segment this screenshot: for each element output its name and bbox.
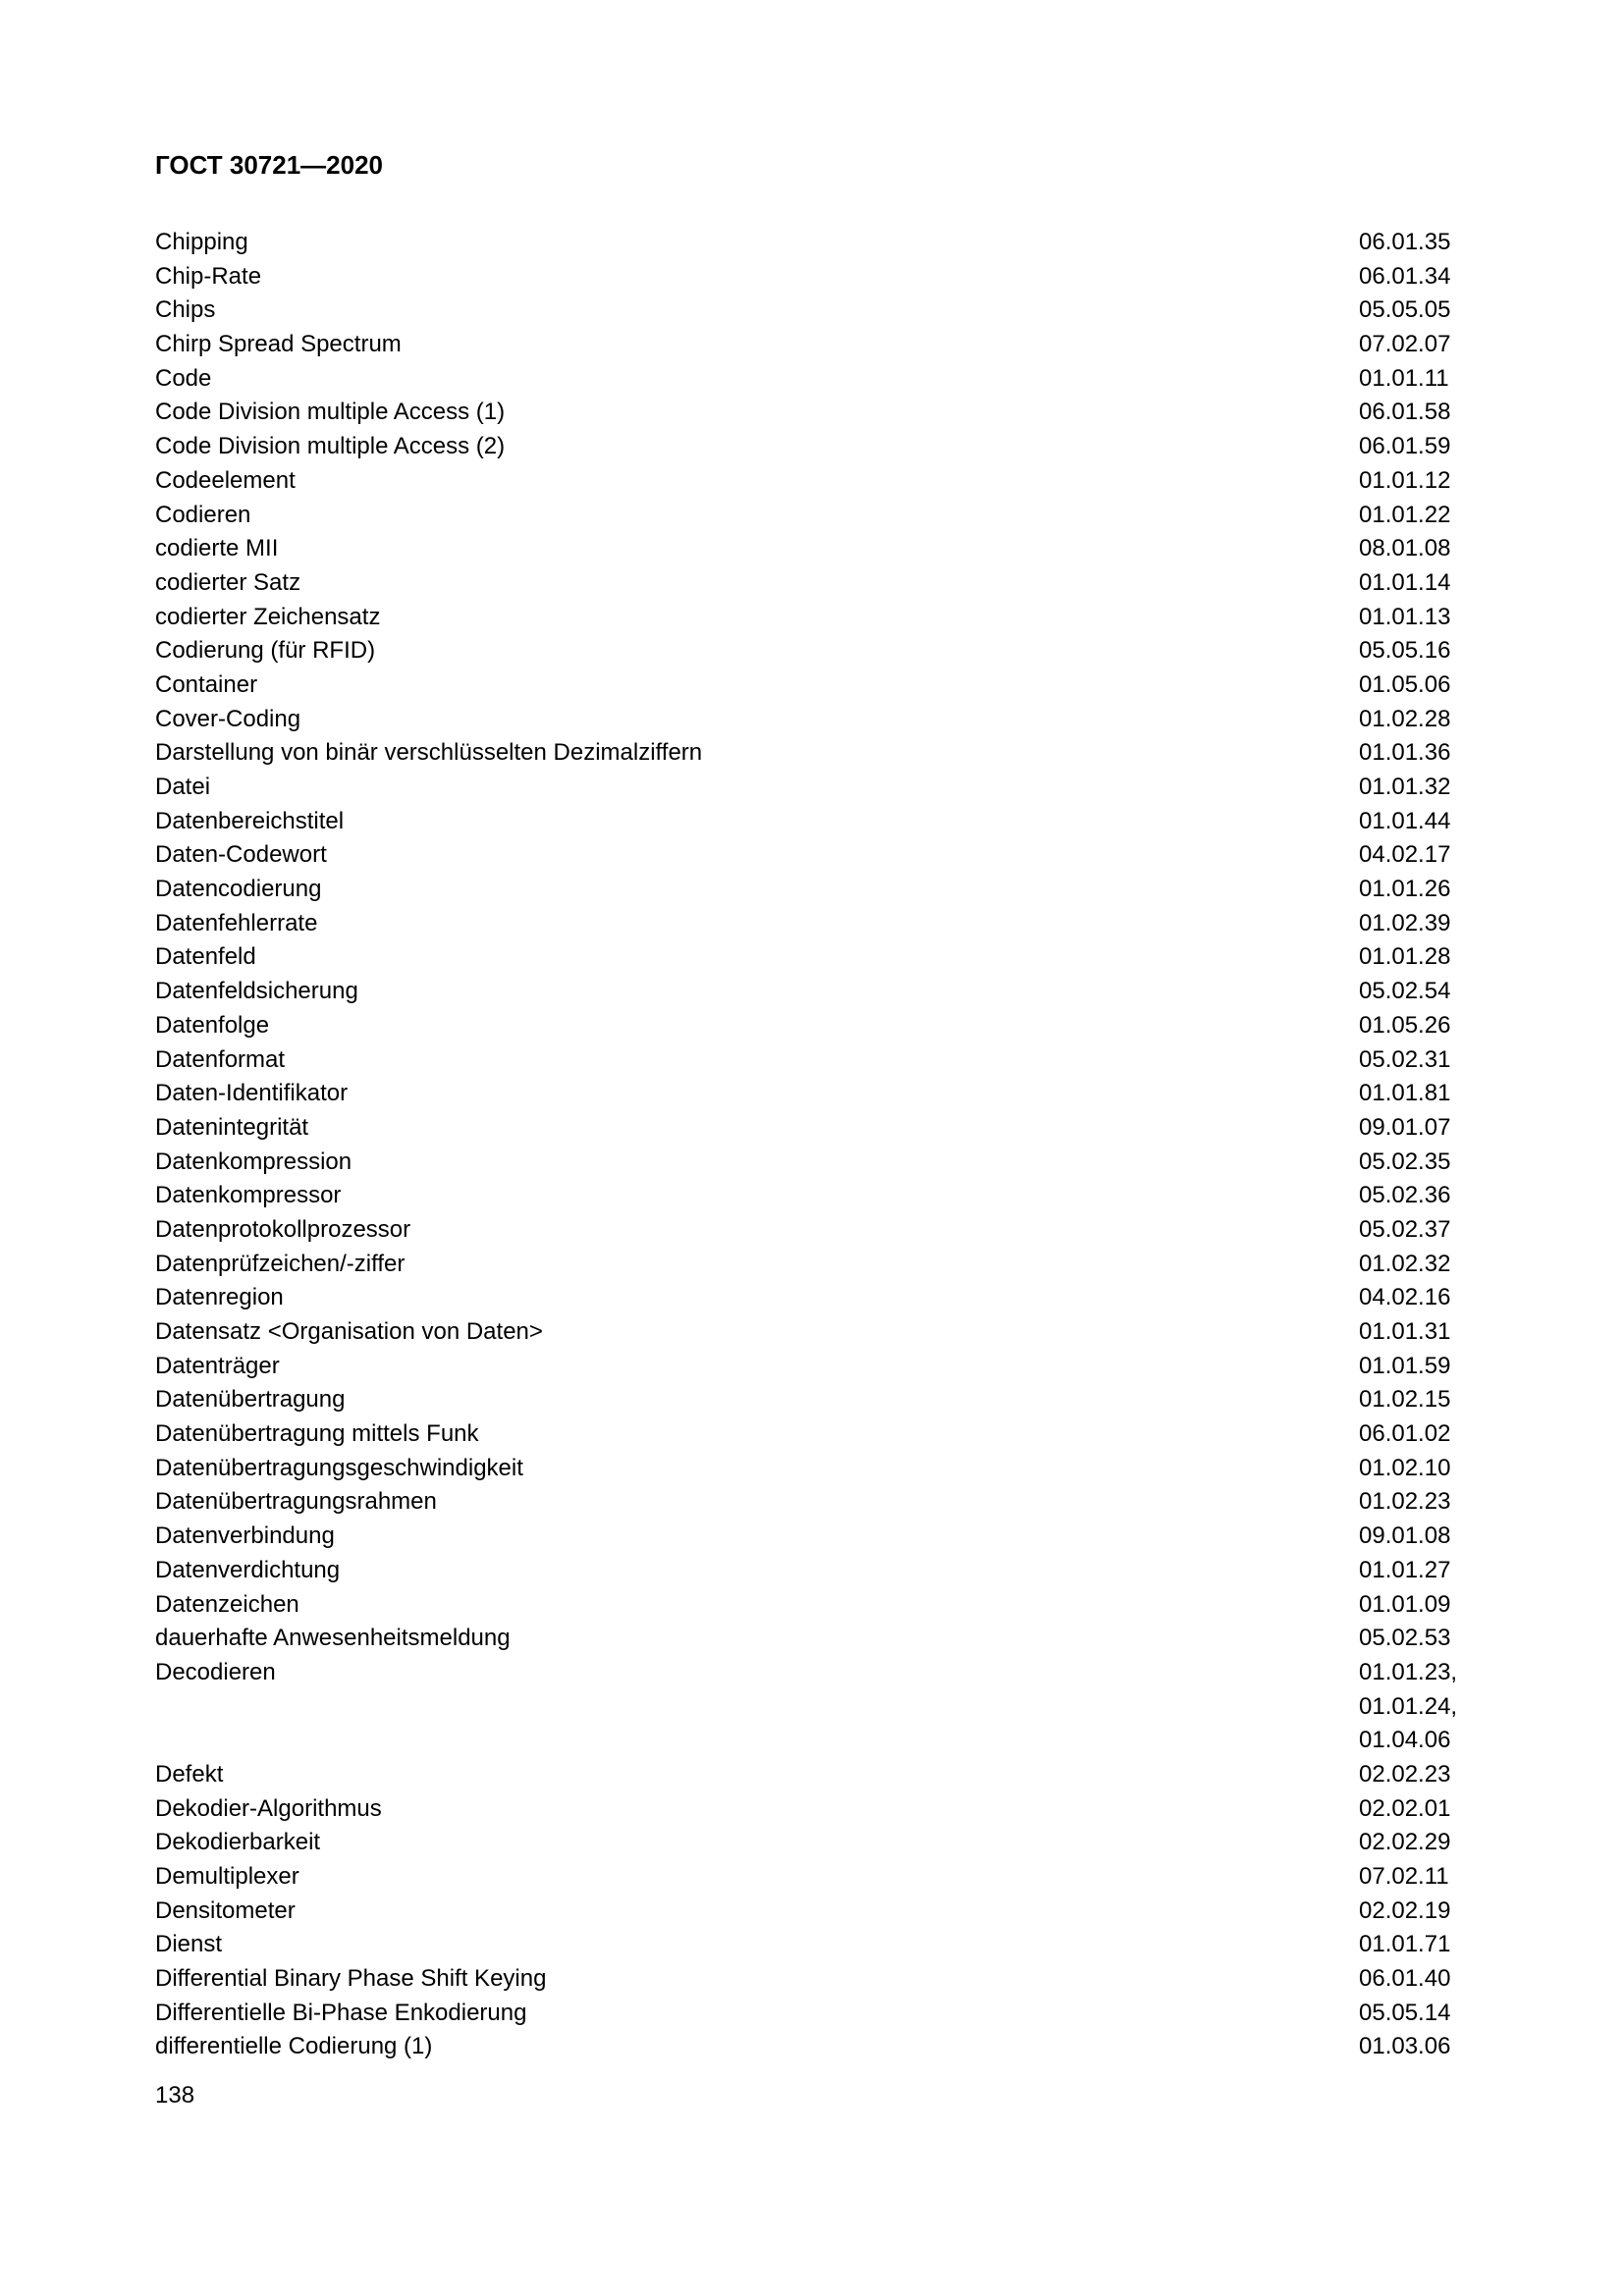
index-entry [155,1554,1471,1588]
index-entry [155,1315,1471,1350]
index-term: Datenträger [155,1352,280,1379]
index-entry [155,975,1471,1009]
index-reference-number: 01.01.28 [1359,943,1451,971]
index-references [1359,499,1450,533]
index-entry [155,430,1471,464]
index-references [1359,396,1450,430]
index-reference-number: 07.02.11 [1359,1863,1449,1891]
index-references [1359,1826,1450,1860]
index-reference-number: 02.02.29 [1359,1829,1451,1856]
index-term: Chirp Spread Spectrum [155,331,402,358]
index-term: Datenübertragung [155,1386,346,1414]
index-references [1359,940,1450,975]
index-references [1359,1895,1450,1929]
index-reference-number: 01.01.26 [1359,876,1451,903]
index-term: Differentielle Bi-Phase Enkodierung [155,1999,527,2026]
index-reference-number: 09.01.07 [1359,1113,1451,1141]
index-references [1359,1315,1450,1350]
index-entry [155,499,1471,533]
index-entry [155,1928,1471,1962]
index-term: Datenformat [155,1045,286,1073]
index-entry [155,1248,1471,1282]
index-entry [155,1077,1471,1111]
index-references [1359,566,1450,601]
index-entry [155,566,1471,601]
index-term: Code [155,364,212,392]
index-term: Datenverbindung [155,1522,335,1550]
index-term: Code Division multiple Access (1) [155,399,506,426]
index-reference-number: 01.01.32 [1359,774,1451,800]
index-term: Datenübertragung mittels Funk [155,1420,479,1448]
index-entry [155,226,1471,260]
index-reference-number: 01.01.59 [1359,1352,1451,1379]
index-term: Dekodierbarkeit [155,1829,321,1856]
index-references [1359,1588,1450,1623]
index-entry [155,1792,1471,1827]
index-reference-number: 01.01.27 [1359,1556,1451,1583]
index-entry [155,838,1471,873]
index-reference-number: 05.02.53 [1359,1625,1451,1652]
index-reference-number: 06.01.02 [1359,1420,1451,1448]
index-term: Datenfeld [155,943,256,971]
index-reference-number: 01.01.09 [1359,1590,1451,1618]
index-reference-number: 05.05.05 [1359,296,1451,324]
index-entry [155,1179,1471,1213]
index-references [1359,1554,1450,1588]
index-term: Datenregion [155,1284,284,1311]
index-references [1359,1009,1450,1043]
index-term: Codieren [155,501,251,528]
index-term: Decodieren [155,1658,276,1685]
index-entry [155,532,1471,566]
index-entry [155,634,1471,668]
index-references [1359,1111,1450,1146]
index-term: Datenübertragungsgeschwindigkeit [155,1454,523,1481]
index-reference-number: 06.01.40 [1359,1965,1451,1993]
index-term: Datenintegrität [155,1113,309,1141]
index-entry [155,1111,1471,1146]
index-entry [155,1417,1471,1452]
index-term: codierter Zeichensatz [155,603,381,630]
index-references [1359,703,1450,737]
index-term: Daten-Identifikator [155,1080,349,1107]
index-entry [155,940,1471,975]
index-term: Codierung (für RFID) [155,637,376,665]
index-reference-number: 05.02.54 [1359,978,1451,1005]
index-references [1359,1146,1450,1180]
document-header: ГОСТ 30721—2020 [155,150,383,180]
index-references [1359,1452,1450,1486]
index-term: Dekodier-Algorithmus [155,1794,382,1822]
index-references [1359,771,1450,805]
index-reference-number: 01.01.36 [1359,739,1451,767]
index-reference-number: 04.02.16 [1359,1284,1451,1311]
index-entry [155,1281,1471,1315]
index-reference-number: 01.02.10 [1359,1454,1451,1481]
index-reference-number: 06.01.35 [1359,229,1451,255]
index-references [1359,634,1450,668]
index-term: Datenfolge [155,1011,270,1039]
index-entry [155,260,1471,294]
index-term: Chips [155,296,216,324]
index-term: Datenkompressor [155,1182,342,1209]
index-references [1359,1622,1450,1656]
index-references [1359,294,1450,328]
index-term: Differential Binary Phase Shift Keying [155,1965,547,1993]
index-term: codierte MII [155,535,279,562]
index-term: Datenübertragungsrahmen [155,1488,437,1516]
index-reference-number: 08.01.08 [1359,535,1451,562]
index-reference-number: 01.03.06 [1359,2033,1451,2060]
index-term: Container [155,670,258,698]
index-entry [155,805,1471,839]
index-term: Daten-Codewort [155,841,327,869]
index-term: Datenkompression [155,1148,352,1175]
index-entry [155,1213,1471,1248]
index-references [1359,1248,1450,1282]
index-entry [155,1485,1471,1520]
index-references [1359,601,1450,635]
index-references [1359,668,1450,703]
index-references [1359,1860,1449,1895]
index-term: Code Division multiple Access (2) [155,433,506,460]
index-entry [155,1997,1471,2031]
index-entry [155,907,1471,941]
index-references [1359,838,1450,873]
index-entry [155,1656,1471,1758]
index-term: Defekt [155,1760,224,1788]
index-term: Datenverdichtung [155,1556,341,1583]
index-references [1359,1213,1450,1248]
page-number: 138 [155,2082,195,2109]
index-references [1359,1077,1450,1111]
index-term: Datenbereichstitel [155,807,345,834]
index-references [1359,328,1450,362]
index-references [1359,1792,1450,1827]
index-reference-number: 01.04.06 [1359,1727,1451,1754]
index-references [1359,430,1450,464]
index-entry [155,1758,1471,1792]
index-term: Datei [155,774,211,800]
index-references [1359,260,1450,294]
index-references [1359,226,1450,260]
index-entry [155,1962,1471,1997]
index-references [1359,975,1450,1009]
index-entry [155,1350,1471,1384]
index-entry [155,294,1471,328]
index-reference-number: 09.01.08 [1359,1522,1451,1550]
index-reference-number: 01.01.13 [1359,603,1451,630]
index-reference-number: 06.01.58 [1359,399,1451,426]
index-references [1359,805,1450,839]
index-references [1359,907,1450,941]
index-reference-number: 01.01.23, [1359,1658,1458,1685]
index-reference-number: 05.02.35 [1359,1148,1451,1175]
index-entry [155,601,1471,635]
index-entry [155,396,1471,430]
index-term: Densitometer [155,1896,296,1924]
index-reference-number: 01.01.31 [1359,1318,1451,1345]
index-references [1359,1962,1450,1997]
index-entry [155,1860,1471,1895]
index-reference-number: 04.02.17 [1359,841,1451,869]
index-reference-number: 05.05.14 [1359,1999,1451,2026]
index-entry [155,1895,1471,1929]
index-references [1359,2030,1450,2064]
index-reference-number: 05.02.31 [1359,1045,1451,1073]
index-entry [155,1520,1471,1554]
index-references [1359,1383,1450,1417]
index-references [1359,362,1449,397]
index-term: Datenfeldsicherung [155,978,358,1005]
index-reference-number: 06.01.59 [1359,433,1451,460]
index-reference-number: 01.01.81 [1359,1080,1451,1107]
index-reference-number: 02.02.23 [1359,1760,1451,1788]
index-entry [155,1588,1471,1623]
index-reference-number: 01.02.39 [1359,909,1451,936]
index-reference-number: 01.01.24, [1359,1692,1458,1720]
index-reference-number: 06.01.34 [1359,262,1451,290]
index-term: Datencodierung [155,876,322,903]
index-reference-number: 05.02.37 [1359,1215,1451,1243]
index-entry [155,1009,1471,1043]
index-term: differentielle Codierung (1) [155,2033,433,2060]
index-reference-number: 01.01.71 [1359,1931,1451,1958]
index-references [1359,1520,1450,1554]
index-entry [155,668,1471,703]
index-term: Demultiplexer [155,1863,299,1891]
index-references [1359,736,1450,771]
index-reference-number: 02.02.01 [1359,1794,1451,1822]
index-references [1359,1758,1450,1792]
index-term: Datenprüfzeichen/-ziffer [155,1250,406,1277]
index-reference-number: 05.02.36 [1359,1182,1451,1209]
index-entry [155,1622,1471,1656]
index-term: Darstellung von binär verschlüsselten Dezimalziffern [155,739,703,767]
index-term: codierter Satz [155,568,301,596]
index-term: Dienst [155,1931,223,1958]
index-entry [155,328,1471,362]
index-reference-number: 01.05.26 [1359,1011,1451,1039]
index-references [1359,1043,1450,1078]
index-reference-number: 01.01.22 [1359,501,1451,528]
index-reference-number: 07.02.07 [1359,331,1451,358]
index-entry [155,736,1471,771]
index-term: Datenprotokollprozessor [155,1215,411,1243]
index-references [1359,1281,1450,1315]
index-term: Datenzeichen [155,1590,299,1618]
index-term: Datenfehlerrate [155,909,318,936]
index-reference-number: 02.02.19 [1359,1896,1451,1924]
index-references [1359,1417,1450,1452]
index-references [1359,1485,1450,1520]
index-entry [155,703,1471,737]
term-index-list [155,226,1471,2064]
index-reference-number: 05.05.16 [1359,637,1451,665]
index-reference-number: 01.01.12 [1359,466,1451,494]
index-reference-number: 01.05.06 [1359,670,1451,698]
index-reference-number: 01.01.11 [1359,364,1449,392]
index-references [1359,1656,1457,1758]
index-entry [155,2030,1471,2064]
index-entry [155,1146,1471,1180]
index-references [1359,464,1450,499]
index-entry [155,464,1471,499]
index-reference-number: 01.02.23 [1359,1488,1451,1516]
index-entry [155,771,1471,805]
index-reference-number: 01.02.15 [1359,1386,1451,1414]
index-reference-number: 01.02.32 [1359,1250,1451,1277]
index-references [1359,873,1450,907]
index-entry [155,362,1471,397]
index-reference-number: 01.01.14 [1359,568,1451,596]
index-term: Chipping [155,229,248,255]
index-reference-number: 01.01.44 [1359,807,1451,834]
index-entry [155,1452,1471,1486]
index-term: Codeelement [155,466,296,494]
index-term: dauerhafte Anwesenheitsmeldung [155,1625,511,1652]
index-term: Chip-Rate [155,262,262,290]
index-entry [155,1043,1471,1078]
index-entry [155,1383,1471,1417]
index-references [1359,1350,1450,1384]
index-reference-number: 01.02.28 [1359,705,1451,732]
index-references [1359,1997,1450,2031]
index-references [1359,532,1450,566]
index-references [1359,1179,1450,1213]
index-term: Datensatz <Organisation von Daten> [155,1318,543,1345]
index-references [1359,1928,1450,1962]
index-entry [155,1826,1471,1860]
index-term: Cover-Coding [155,705,301,732]
index-entry [155,873,1471,907]
